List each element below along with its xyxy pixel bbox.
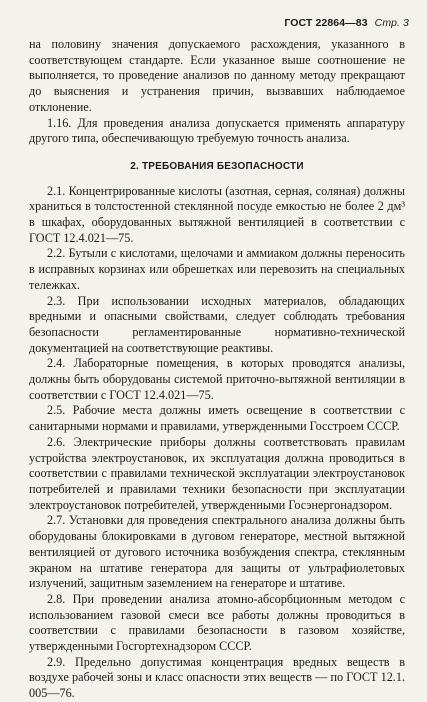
paragraph-1-16: 1.16. Для проведения анализа допускается применять аппаратуру другого типа, обеспечивающую требуемую точность анализа. <box>29 115 405 146</box>
paragraph-2-1: 2.1. Концентрированные кислоты (азотная, серная, соляная) должны храниться в толстостенной стеклянной посуде емкостью не более 2 дм³ в шкафах, оборудованных вытяжной вентиляцией в соответствии с ГОСТ 12.4.021—75. <box>29 183 405 245</box>
paragraph-2-7: 2.7. Установки для проведения спектрального анализа должны быть оборудованы блокировками в дуговом генераторе, местной вытяжной вентиляцией от дугового источника возбуждения спектра, стеклянным экраном на штативе генератора для защиты от ультрафиолетовых излучений, защитным заземлением на генераторе и штативе. <box>29 513 405 591</box>
paragraph-2-6: 2.6. Электрические приборы должны соответствовать правилам устройства электроустановок, их эксплуатация должна проводиться в соответствии с правилами технической эксплуатации электроустановок потребителей и правилами техники безопасности при эксплуатации электроустановок потребителей, утвержденными Госэнергонадзором. <box>29 434 405 512</box>
paragraph-2-4: 2.4. Лабораторные помещения, в которых проводятся анализы, должны быть оборудованы системой приточно-вытяжной вентиляции в соответствии с ГОСТ 12.4.021—75. <box>29 356 405 402</box>
paragraph-2-8: 2.8. При проведении анализа атомно-абсорбционным методом с использованием газовой смеси все работы должны проводиться в соответствии с правилами безопасности в газовом хозяйстве, утвержденными Госгортехнадзором СССР. <box>29 591 405 654</box>
section-heading: 2. ТРЕБОВАНИЯ БЕЗОПАСНОСТИ <box>130 160 304 172</box>
paragraph-2-2: 2.2. Бутыли с кислотами, щелочами и аммиаком должны переносить в исправных корзинах или обрешетках или перевозить на специальных тележках. <box>29 246 405 292</box>
paragraph-2-3: 2.3. При использовании исходных материалов, обладающих вредными и опасными свойствами, следует соблюдать требования безопасности регламентированные нормативно-технической документацией на соответствующие реактивы. <box>29 293 405 355</box>
paragraph-2-9: 2.9. Предельно допустимая концентрация вредных веществ в воздухе рабочей зоны и класс опасности этих веществ — по ГОСТ 12.1. 005—76. <box>29 654 405 701</box>
page-number: Стр. 3 <box>374 17 409 29</box>
paragraph-2-5: 2.5. Рабочие места должны иметь освещение в соответствии с санитарными нормами и правилами, утвержденными Госстроем СССР. <box>29 403 405 434</box>
paragraph-continuation: на половину значения допускаемого расхождения, указанного в соответствующем стандарте. Если указанное выше соотношение не выполняется, то проведение анализов по данному методу прекращают до выяснения и устранения причин, вызвавших наблюдаемое отклонение. <box>29 37 405 114</box>
standard-number: ГОСТ 22864—83 <box>284 17 368 29</box>
page-header <box>284 17 409 29</box>
document-body <box>29 37 405 702</box>
